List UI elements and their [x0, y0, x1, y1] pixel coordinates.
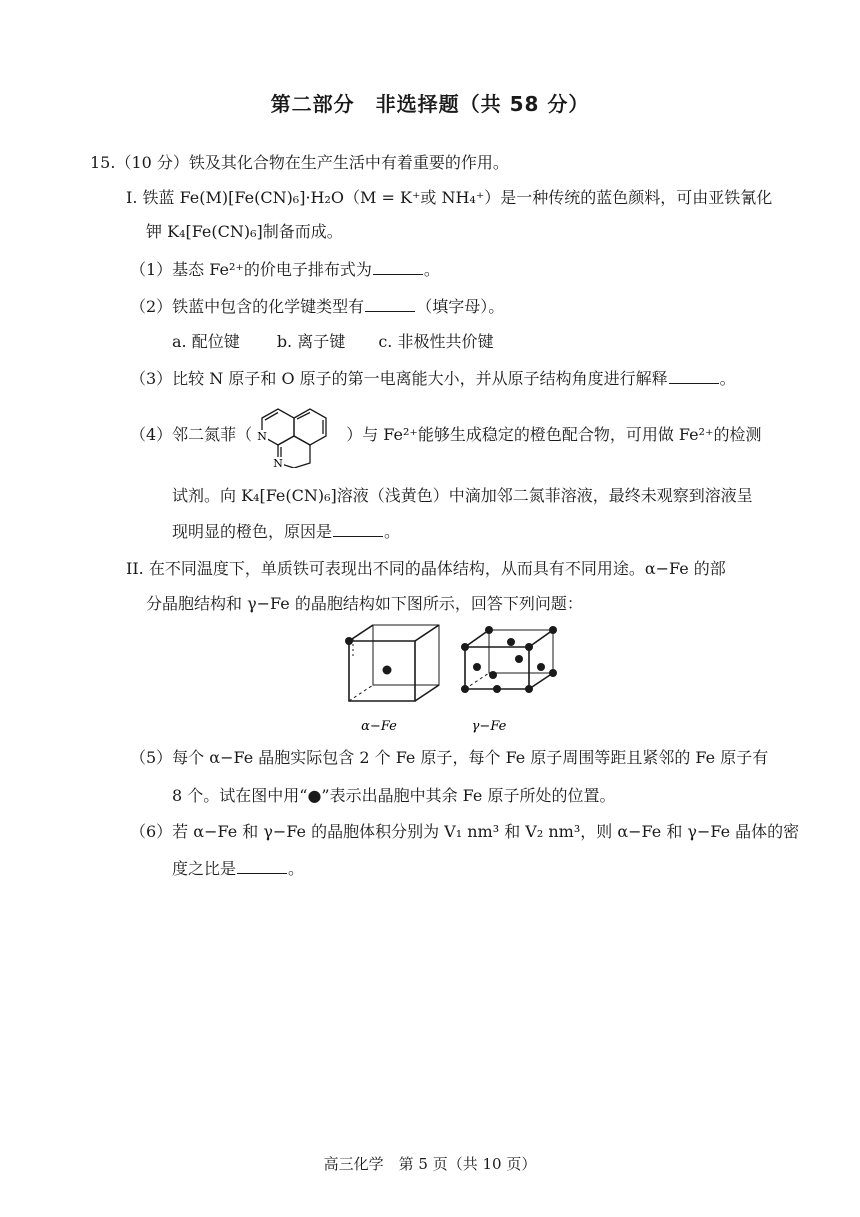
- fe-atom-dot: [549, 626, 557, 634]
- gamma-fe-caption: γ−Fe: [471, 719, 507, 734]
- question-4-text-d: 现明显的橙色，原因是: [172, 522, 333, 541]
- answer-blank-3[interactable]: [669, 382, 719, 384]
- fe-atom-dot: [549, 669, 557, 677]
- question-4-line1: [130, 403, 761, 467]
- alpha-fe-caption: α−Fe: [361, 719, 397, 734]
- fe-atom-dot: [493, 685, 501, 693]
- question-4-line3: [172, 519, 400, 542]
- question-6-text: 度之比是: [172, 859, 237, 878]
- phenanthroline-structure-icon: [252, 404, 346, 468]
- question-4-line2: 试剂。向 K₄[Fe(CN)₆]溶液（浅黄色）中滴加邻二氮菲溶液，最终未观察到溶液呈: [172, 486, 753, 505]
- option-c: c. 非极性共价键: [378, 332, 494, 351]
- period: 。: [288, 859, 305, 878]
- fe-atom-dot: [525, 643, 533, 651]
- part1-intro-line2: 钾 K₄[Fe(CN)₆]制备而成。: [146, 222, 343, 241]
- option-b: b. 离子键: [276, 332, 346, 351]
- page-footer: 高三化学 第 5 页（共 10 页）: [323, 1155, 537, 1173]
- fe-atom-dot: [485, 626, 493, 634]
- fe-atom-dot: [461, 685, 469, 693]
- fe-atom-dot: [537, 663, 545, 671]
- fe-atom-dot: [473, 663, 481, 671]
- fe-atom-dot: [525, 685, 533, 693]
- question-3-text: （3）比较 N 原子和 O 原子的第一电离能大小，并从原子结构角度进行解释: [130, 369, 668, 388]
- nitrogen-label: N: [273, 456, 283, 468]
- question-5-line2: 8 个。试在图中用“●”表示出晶胞中其余 Fe 原子所处的位置。: [172, 786, 616, 805]
- answer-blank-4[interactable]: [333, 535, 383, 537]
- answer-blank-2[interactable]: [365, 310, 415, 312]
- fe-atom-dot: [507, 638, 515, 646]
- question-6-line2: [172, 856, 304, 879]
- period: 。: [423, 260, 440, 279]
- fe-atom-dot: [383, 666, 392, 675]
- option-a: a. 配位键: [172, 332, 240, 351]
- question-6-line1: （6）若 α−Fe 和 γ−Fe 的晶胞体积分别为 V₁ nm³ 和 V₂ nm³，则 α−Fe 和 γ−Fe 晶体的密: [130, 822, 800, 841]
- question-2: [130, 294, 504, 317]
- alpha-fe-cell: [349, 625, 439, 701]
- question-header: 15.（10 分）铁及其化合物在生产生活中有着重要的作用。: [90, 153, 509, 172]
- part1-intro-line1: I. 铁蓝 Fe(M)[Fe(CN)₆]·H₂O（M = K⁺或 NH₄⁺）是一种传统的蓝色颜料，可由亚铁氰化: [126, 188, 773, 207]
- fe-atom-dot: [489, 671, 497, 679]
- crystal-cell-figure: [335, 618, 565, 736]
- answer-blank-1[interactable]: [373, 273, 423, 275]
- question-2-text: （2）铁蓝中包含的化学键类型有: [130, 297, 365, 316]
- fe-atom-dot: [345, 637, 353, 645]
- page-title: 第二部分 非选择题（共 58 分）: [270, 92, 590, 116]
- answer-blank-6[interactable]: [237, 872, 287, 874]
- period: 。: [384, 522, 401, 541]
- period: 。: [719, 369, 736, 388]
- part2-line2: 分晶胞结构和 γ−Fe 的晶胞结构如下图所示，回答下列问题：: [146, 594, 583, 613]
- question-4-text-a: （4）邻二氮菲（: [130, 425, 253, 444]
- question-1-text: （1）基态 Fe²⁺的价电子排布式为: [130, 260, 372, 279]
- question-1: [130, 257, 440, 280]
- question-5-line1: （5）每个 α−Fe 晶胞实际包含 2 个 Fe 原子，每个 Fe 原子周围等距且紧邻的 Fe 原子有: [130, 748, 769, 767]
- nitrogen-label: N: [257, 429, 267, 443]
- fe-atom-dot: [461, 643, 469, 651]
- question-2-tail: （填字母）。: [416, 297, 505, 316]
- question-2-options: [172, 329, 493, 352]
- question-4-text-b: ）与 Fe²⁺能够生成稳定的橙色配合物，可用做 Fe²⁺的检测: [346, 425, 762, 444]
- question-3: [130, 366, 736, 389]
- part2-line1: II. 在不同温度下，单质铁可表现出不同的晶体结构，从而具有不同用途。α−Fe 的部: [126, 559, 726, 578]
- fe-atom-dot: [515, 655, 523, 663]
- gamma-fe-atoms: [461, 626, 557, 693]
